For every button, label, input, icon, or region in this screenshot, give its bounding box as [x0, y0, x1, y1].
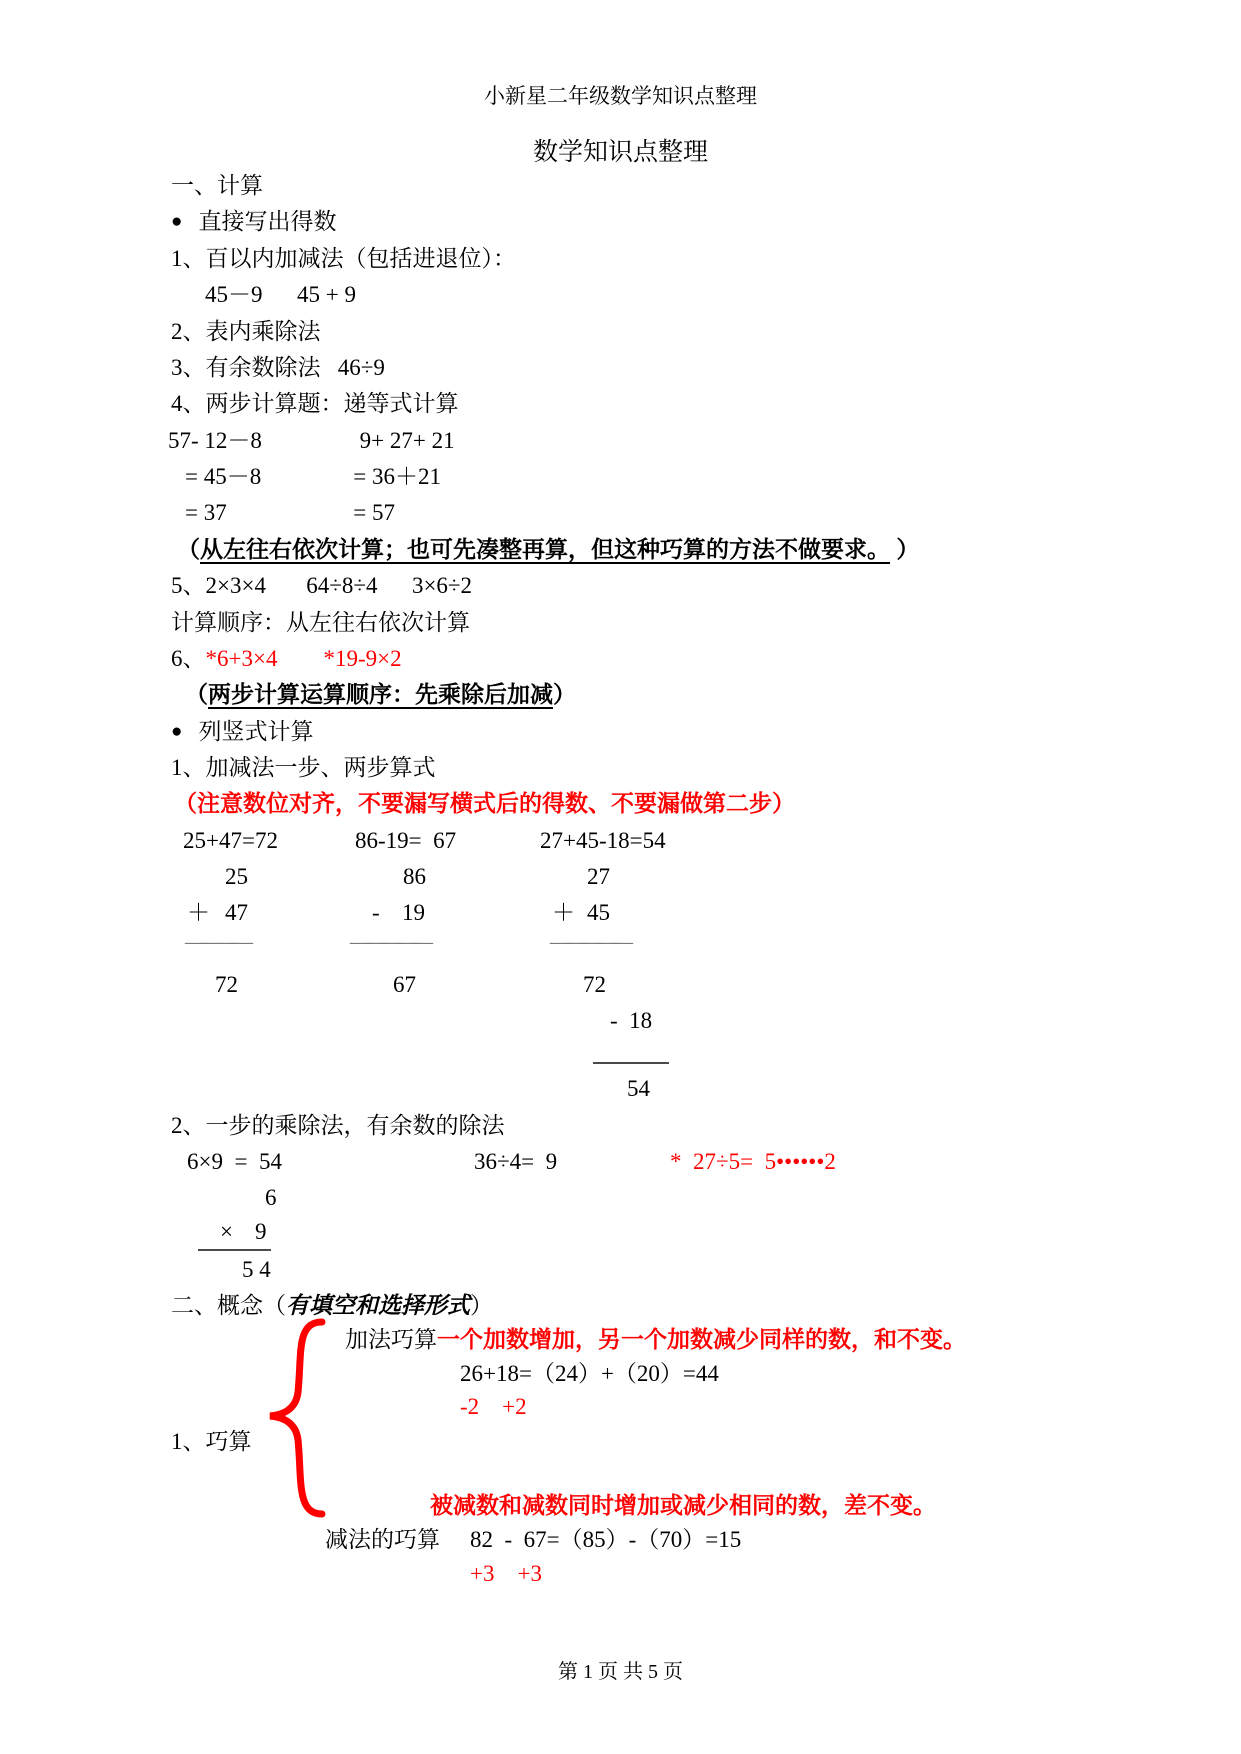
step-calc-row3: = 37 = 57 — [185, 500, 395, 525]
section1-heading: 一、计算 — [171, 173, 263, 198]
sum3-operand-bottom: 45 — [587, 900, 610, 925]
section2-heading-prefix: 二、概念（ — [171, 1293, 286, 1318]
paren-close: ） — [553, 681, 576, 707]
page-title: 数学知识点整理 — [532, 139, 708, 166]
addition-trick-label: 加法巧算 — [345, 1327, 437, 1352]
subtraction-trick-label: 减法的巧算 — [325, 1527, 440, 1552]
bullet1-label: 直接写出得数 — [198, 209, 337, 234]
sum1-operand-bottom: 47 — [225, 900, 248, 925]
page-footer: 第 1 页 共 5 页 — [558, 1661, 683, 1683]
subtraction-trick-adjustment: +3 +3 — [470, 1561, 542, 1586]
sum1-operator: ＋ — [187, 900, 210, 925]
trick-item-label: 1、巧算 — [171, 1429, 252, 1454]
addition-trick-rule: 一个加数增加，另一个加数减少同样的数，和不变。 — [437, 1326, 966, 1352]
sum3-operator: ＋ — [552, 900, 575, 925]
sum2-rule-line: ————— — [350, 929, 425, 954]
note-left-to-right — [177, 536, 919, 564]
sum2-operand-top: 86 — [403, 864, 426, 889]
addition-trick-example: 26+18=（24）+（20）=44 — [460, 1361, 719, 1386]
muldiv-eq1: 6×9 = 54 — [187, 1149, 282, 1174]
sum3-rule-line: ————— — [550, 929, 625, 954]
bullet-icon: ● — [171, 721, 183, 742]
item-6-prefix: 6、 — [171, 646, 206, 671]
sum1-result: 72 — [215, 972, 238, 997]
equation-1: 25+47=72 — [183, 828, 278, 853]
bullet-row-vertical-calc — [171, 718, 313, 746]
sum3-operand-top: 27 — [587, 864, 610, 889]
paren-close: ） — [890, 536, 920, 562]
paren-open: （ — [185, 681, 208, 707]
section-muldiv-heading: 2、一步的乘除法，有余数的除法 — [171, 1113, 505, 1138]
note-left-to-right-text: 从左往右依次计算；也可先凑整再算，但这种巧算的方法不做要求。 — [200, 536, 890, 562]
mult-operand-top: 6 — [265, 1185, 277, 1210]
sum2-operand-bottom: 19 — [402, 900, 425, 925]
equation-2: 86-19= 67 — [355, 828, 457, 853]
item-2: 2、表内乘除法 — [171, 319, 321, 344]
sum2-result: 67 — [393, 972, 416, 997]
bullet2-label: 列竖式计算 — [198, 719, 314, 744]
order-note: 计算顺序：从左往右依次计算 — [171, 610, 470, 635]
item-1: 1、百以内加减法（包括进退位）： — [171, 246, 516, 271]
equation-3: 27+45-18=54 — [540, 828, 666, 853]
item-6 — [171, 645, 402, 673]
brace-icon — [242, 1316, 334, 1520]
item-4: 4、两步计算题：递等式计算 — [171, 391, 459, 416]
subtraction-trick-example: 82 - 67=（85）-（70）=15 — [470, 1527, 742, 1552]
bullet-row-direct-answer — [171, 208, 336, 236]
muldiv-eq2: 36÷4= 9 — [474, 1149, 558, 1174]
item-5: 5、2×3×4 64÷8÷4 3×6÷2 — [171, 573, 473, 598]
mult-rule-line — [198, 1249, 271, 1251]
step-calc-row1: 57- 12－8 9+ 27+ 21 — [168, 428, 455, 453]
sum3-step2-subtrahend: - 18 — [610, 1008, 653, 1033]
mult-operator-row — [220, 1218, 266, 1246]
sum3-result-step1: 72 — [583, 972, 606, 997]
item-3: 3、有余数除法 46÷9 — [171, 355, 385, 380]
note-multiply-first-text: 两步计算运算顺序：先乘除后加减 — [208, 681, 553, 707]
paren-close: ） — [470, 1293, 493, 1318]
mult-result: 5 4 — [242, 1257, 271, 1282]
sum2-operator: - — [372, 900, 380, 925]
red-alignment-note: （注意数位对齐，不要漏写横式后的得数、不要漏做第二步） — [174, 790, 795, 816]
note-multiply-first — [185, 681, 576, 709]
mult-operand-bottom: 9 — [254, 1219, 267, 1244]
muldiv-eq3-remainder: * 27÷5= 5••••••2 — [670, 1149, 836, 1174]
bullet-icon: ● — [171, 211, 183, 232]
document-header: 小新星二年级数学知识点整理 — [484, 84, 757, 108]
addition-trick-row — [345, 1326, 966, 1354]
step-calc-row2: = 45－8 = 36＋21 — [185, 464, 441, 489]
section2-heading-emphasis: 有填空和选择形式 — [286, 1293, 470, 1318]
sum1-rule-line: ———— — [185, 929, 245, 954]
item-1-examples: 45－9 45 + 9 — [205, 282, 356, 307]
subtraction-trick-rule: 被减数和减数同时增加或减少相同的数，差不变。 — [430, 1492, 936, 1518]
item-6-red-expressions: *6+3×4 *19-9×2 — [205, 646, 402, 671]
sum1-operand-top: 25 — [225, 864, 248, 889]
mult-operator: × — [220, 1219, 233, 1244]
paren-open: （ — [177, 536, 200, 562]
sum3-result-final: 54 — [627, 1076, 650, 1101]
addition-trick-adjustment: -2 +2 — [460, 1394, 527, 1419]
sum3-rule-line-2 — [593, 1062, 669, 1064]
sub-item-1: 1、加减法一步、两步算式 — [171, 755, 436, 780]
